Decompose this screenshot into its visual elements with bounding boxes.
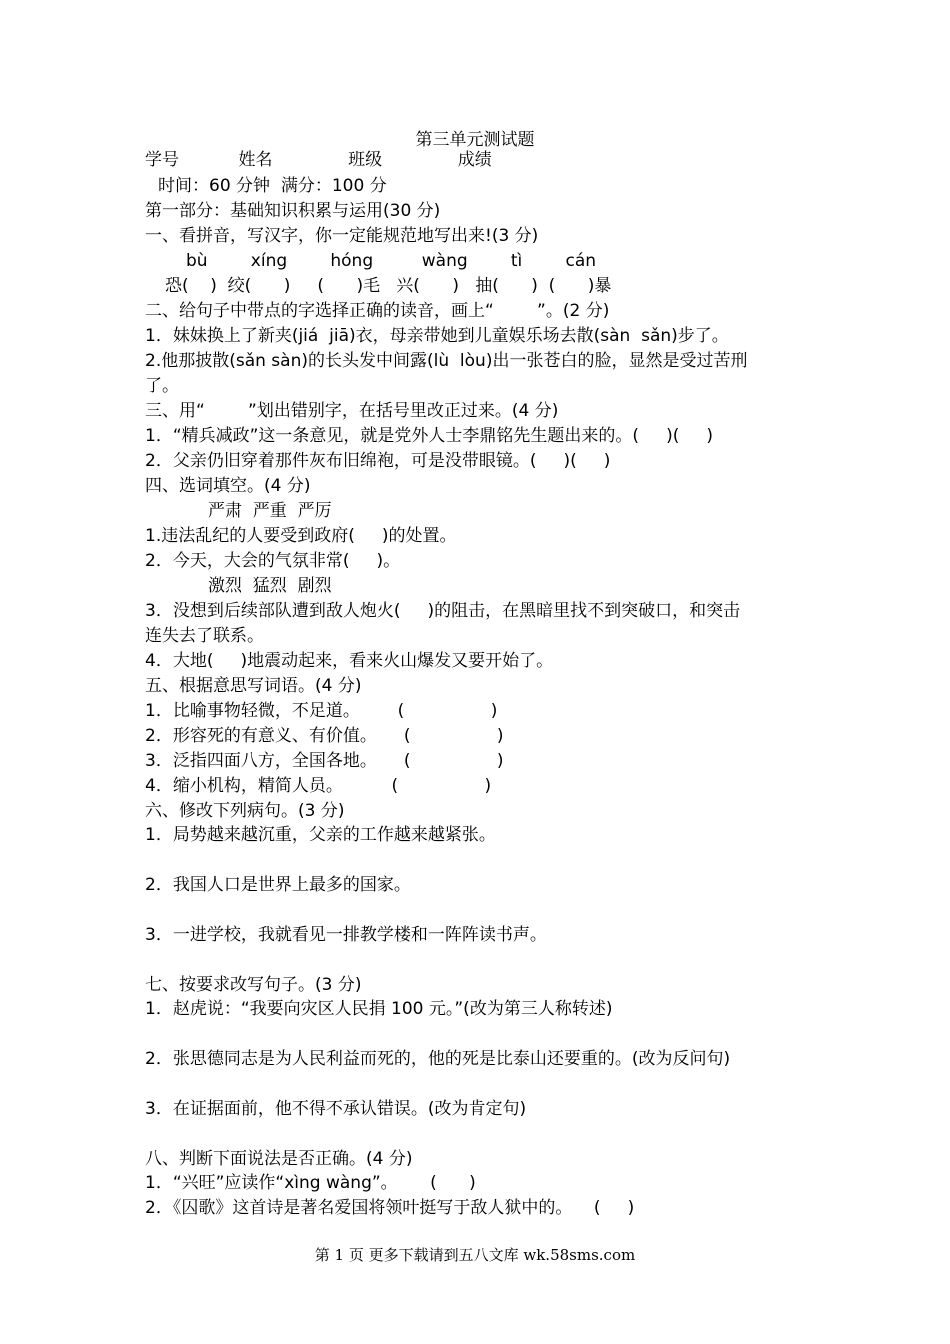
part1-heading: 第一部分：基础知识积累与运用(30 分)	[145, 201, 441, 221]
q1-heading: 一、看拼音，写汉字，你一定能规范地写出来!(3 分)	[145, 226, 539, 246]
q8-item-2: 2．《囚歌》这首诗是著名爱国将领叶挺写于敌人狱中的。 ( )	[145, 1198, 635, 1218]
q8-heading: 八、判断下面说法是否正确。(4 分)	[145, 1149, 413, 1169]
q4-item-2: 2．今天，大会的气氛非常( )。	[145, 551, 401, 571]
q5-heading: 五、根据意思写词语。(4 分)	[145, 676, 362, 696]
page-footer: 第 1 页 更多下载请到五八文库 wk.58sms.com	[314, 1246, 636, 1264]
q6-item-1: 1．局势越来越沉重，父亲的工作越来越紧张。	[145, 825, 496, 845]
q5-item-2: 2．形容死的有意义、有价值。 ( )	[145, 726, 504, 746]
q7-item-1: 1．赵虎说：“我要向灾区人民捐 100 元。”(改为第三人称转述)	[145, 999, 613, 1019]
q6-heading: 六、修改下列病句。(3 分)	[145, 801, 345, 821]
q8-item-1: 1．“兴旺”应读作“xìng wàng”。 ( )	[145, 1173, 476, 1193]
q2-heading: 二、给句子中带点的字选择正确的读音，画上“ ”。(2 分)	[145, 301, 610, 321]
q6-item-2: 2．我国人口是世界上最多的国家。	[145, 875, 411, 895]
q3-item-1: 1．“精兵减政”这一条意见，就是党外人士李鼎铭先生题出来的。( )( )	[145, 426, 713, 446]
q7-item-2: 2．张思德同志是为人民利益而死的，他的死是比泰山还要重的。(改为反问句)	[145, 1049, 731, 1069]
q4-item-3-cont: 连失去了联系。	[145, 626, 264, 646]
time-score-line: 时间：60 分钟 满分：100 分	[158, 176, 387, 196]
q5-item-4: 4．缩小机构，精简人员。 ( )	[145, 776, 492, 796]
q5-item-1: 1．比喻事物轻微，不足道。 ( )	[145, 701, 498, 721]
student-info-line: 学号 姓名 班级 成绩	[145, 150, 492, 170]
q7-heading: 七、按要求改写句子。(3 分)	[145, 975, 362, 995]
q5-item-3: 3．泛指四面八方，全国各地。 ( )	[145, 751, 504, 771]
q1-blanks: 恐( ) 绞( ) ( )毛 兴( ) 抽( ) ( )暴	[165, 276, 612, 296]
page-title: 第三单元测试题	[415, 130, 535, 150]
q4-word-choices-2: 激烈 猛烈 剧烈	[208, 576, 332, 596]
q7-item-3: 3．在证据面前，他不得不承认错误。(改为肯定句)	[145, 1099, 527, 1119]
q2-item-2: 2.他那披散(sǎn sàn)的长头发中间露(lù lòu)出一张苍白的脸，显然是受过苦刑	[145, 351, 748, 371]
q4-item-1: 1.违法乱纪的人要受到政府( )的处置。	[145, 526, 457, 546]
q4-heading: 四、选词填空。(4 分)	[145, 476, 311, 496]
q6-item-3: 3．一进学校，我就看见一排教学楼和一阵阵读书声。	[145, 925, 547, 945]
q3-item-2: 2．父亲仍旧穿着那件灰布旧绵袍，可是没带眼镜。( )( )	[145, 451, 611, 471]
q4-item-4: 4．大地( )地震动起来，看来火山爆发又要开始了。	[145, 651, 554, 671]
q2-item-2-cont: 了。	[145, 376, 179, 396]
q4-word-choices-1: 严肃 严重 严厉	[208, 501, 332, 521]
q1-pinyin: bù xíng hóng wàng tì cán	[186, 251, 597, 271]
q4-item-3: 3．没想到后续部队遭到敌人炮火( )的阻击，在黑暗里找不到突破口，和突击	[145, 601, 741, 621]
q3-heading: 三、用“ ”划出错别字，在括号里改正过来。(4 分)	[145, 401, 559, 421]
q2-item-1: 1．妹妹换上了新夹(jiá jiā)衣，母亲带她到儿童娱乐场去散(sàn sǎn)步了。	[145, 326, 729, 346]
